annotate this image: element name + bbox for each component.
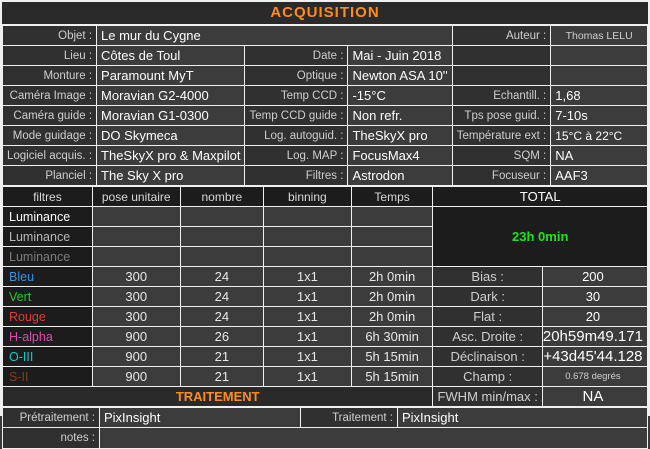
filter-name[interactable]: Luminance: [3, 227, 93, 247]
table-row: [3, 146, 648, 166]
temperature-ext-label: Température ext :: [452, 126, 550, 146]
filter-pose[interactable]: 900: [92, 367, 180, 387]
fwhm-value[interactable]: NA: [542, 387, 647, 407]
objet-label: Objet :: [3, 26, 97, 46]
traitement-title: TRAITEMENT: [3, 387, 433, 407]
echantillonnage-label: Echantill. :: [452, 86, 550, 106]
filter-temps[interactable]: [351, 227, 433, 247]
filter-temps[interactable]: 2h 0min: [351, 287, 433, 307]
filter-temps[interactable]: [351, 247, 433, 267]
table-row: [3, 347, 648, 367]
table-row: [3, 86, 648, 106]
table-row: [3, 408, 648, 428]
focuseur-label: Focuseur :: [452, 166, 550, 186]
column-header-nombre: nombre: [180, 187, 263, 207]
filters-table: [2, 186, 648, 407]
planciel-label: Planciel :: [3, 166, 97, 186]
filter-pose[interactable]: 300: [92, 307, 180, 327]
filter-nombre[interactable]: 24: [180, 307, 263, 327]
mode-guidage-value[interactable]: DO Skymeca: [97, 126, 245, 146]
focuseur-value[interactable]: AAF3: [551, 166, 648, 186]
filter-pose[interactable]: 900: [92, 347, 180, 367]
filtres-label: Filtres :: [245, 166, 348, 186]
filter-temps[interactable]: 2h 0min: [351, 267, 433, 287]
table-row: [3, 287, 648, 307]
table-row: [3, 367, 648, 387]
filter-nombre[interactable]: 24: [180, 267, 263, 287]
filter-binning[interactable]: [263, 227, 351, 247]
filter-name[interactable]: Luminance: [3, 207, 93, 227]
filter-temps[interactable]: [351, 207, 433, 227]
filter-nombre[interactable]: 21: [180, 347, 263, 367]
filter-nombre[interactable]: [180, 207, 263, 227]
auteur-value[interactable]: Thomas LELU: [551, 26, 648, 46]
declinaison-label: Déclinaison :: [433, 347, 542, 367]
optique-label: Optique :: [245, 66, 348, 86]
filter-nombre[interactable]: [180, 247, 263, 267]
log-autoguid-label: Log. autoguid. :: [245, 126, 348, 146]
logiciel-acquis-value[interactable]: TheSkyX pro & Maxpilot: [97, 146, 245, 166]
bias-label: Bias :: [433, 267, 542, 287]
notes-label: notes :: [3, 428, 100, 449]
lieu-value[interactable]: Côtes de Toul: [97, 46, 245, 66]
table-header-row: [3, 187, 648, 207]
camera-image-label: Caméra Image :: [3, 86, 97, 106]
lieu-label: Lieu :: [3, 46, 97, 66]
auteur-spacer-label: [452, 46, 550, 66]
table-row: [3, 387, 648, 407]
filter-pose[interactable]: 300: [92, 287, 180, 307]
temp-ccd-label: Temp CCD :: [245, 86, 348, 106]
filter-name[interactable]: Bleu: [3, 267, 93, 287]
filter-name[interactable]: Luminance: [3, 247, 93, 267]
date-label: Date :: [245, 46, 348, 66]
filter-name[interactable]: O-III: [3, 347, 93, 367]
filter-name[interactable]: S-II: [3, 367, 93, 387]
pretraitement-value[interactable]: PixInsight: [100, 408, 301, 428]
auteur-spacer-value: [551, 46, 648, 66]
filter-pose[interactable]: 300: [92, 267, 180, 287]
tps-pose-guid-label: Tps pose guid. :: [452, 106, 550, 126]
filter-name[interactable]: H-alpha: [3, 327, 93, 347]
tps-pose-guid-value[interactable]: 7-10s: [551, 106, 648, 126]
flat-value[interactable]: 20: [542, 307, 647, 327]
table-row: [3, 126, 648, 146]
temp-ccd-guide-label: Temp CCD guide :: [245, 106, 348, 126]
filter-nombre[interactable]: 26: [180, 327, 263, 347]
log-autoguid-value[interactable]: TheSkyX pro: [348, 126, 452, 146]
champ-value[interactable]: 0.678 degrés: [542, 367, 647, 387]
acquisition-info-table: [2, 25, 648, 186]
filter-nombre[interactable]: 24: [180, 287, 263, 307]
log-map-label: Log. MAP :: [245, 146, 348, 166]
filter-binning[interactable]: 1x1: [263, 347, 351, 367]
filter-nombre[interactable]: 21: [180, 367, 263, 387]
table-row: [3, 428, 648, 449]
asc-droite-value[interactable]: 20h59m49.171: [542, 327, 647, 347]
filtres-value[interactable]: Astrodon: [348, 166, 452, 186]
filter-binning[interactable]: 1x1: [263, 327, 351, 347]
table-row: [3, 106, 648, 126]
filter-nombre[interactable]: [180, 227, 263, 247]
camera-image-value[interactable]: Moravian G2-4000: [97, 86, 245, 106]
sqm-value[interactable]: NA: [551, 146, 648, 166]
total-header: TOTAL: [433, 187, 648, 207]
table-row: [3, 66, 648, 86]
monture-label: Monture :: [3, 66, 97, 86]
column-header-binning: binning: [263, 187, 351, 207]
logiciel-acquis-label: Logiciel acquis. :: [3, 146, 97, 166]
table-row: [3, 267, 648, 287]
filter-pose[interactable]: [92, 207, 180, 227]
table-row: [3, 307, 648, 327]
objet-value[interactable]: Le mur du Cygne: [97, 26, 453, 46]
table-row: [3, 207, 648, 227]
pretraitement-label: Prétraitement :: [3, 408, 100, 428]
column-header-pose-unitaire: pose unitaire: [92, 187, 180, 207]
dark-value[interactable]: 30: [542, 287, 647, 307]
notes-value[interactable]: [100, 428, 648, 449]
filter-pose[interactable]: 900: [92, 327, 180, 347]
total-value: 23h 0min: [433, 207, 648, 267]
traitement-label: Traitement :: [301, 408, 398, 428]
flat-label: Flat :: [433, 307, 542, 327]
table-row: [3, 26, 648, 46]
monture-value[interactable]: Paramount MyT: [97, 66, 245, 86]
camera-guide-value[interactable]: Moravian G1-0300: [97, 106, 245, 126]
temperature-ext-value[interactable]: 15°C à 22°C: [551, 126, 648, 146]
table-row: [3, 46, 648, 66]
filter-temps[interactable]: 2h 0min: [351, 307, 433, 327]
bias-value[interactable]: 200: [542, 267, 647, 287]
table-row: [3, 327, 648, 347]
date-value[interactable]: Mai - Juin 2018: [348, 46, 452, 66]
camera-guide-label: Caméra guide :: [3, 106, 97, 126]
table-row: [3, 166, 648, 186]
page-title: ACQUISITION: [2, 2, 648, 25]
asc-droite-label: Asc. Droite :: [433, 327, 542, 347]
filter-temps[interactable]: 5h 15min: [351, 347, 433, 367]
dark-label: Dark :: [433, 287, 542, 307]
filter-binning[interactable]: 1x1: [263, 267, 351, 287]
spacer-label-1: [452, 66, 550, 86]
echantillonnage-value[interactable]: 1,68: [551, 86, 648, 106]
filter-name[interactable]: Rouge: [3, 307, 93, 327]
auteur-label: Auteur :: [452, 26, 550, 46]
filter-binning[interactable]: [263, 247, 351, 267]
filter-binning[interactable]: 1x1: [263, 287, 351, 307]
spacer-value-1: [551, 66, 648, 86]
column-header-temps: Temps: [351, 187, 433, 207]
filter-binning[interactable]: [263, 207, 351, 227]
filter-binning[interactable]: 1x1: [263, 367, 351, 387]
champ-label: Champ :: [433, 367, 542, 387]
traitement-value[interactable]: PixInsight: [398, 408, 648, 428]
log-map-value[interactable]: FocusMax4: [348, 146, 452, 166]
temp-ccd-guide-value[interactable]: Non refr.: [348, 106, 452, 126]
mode-guidage-label: Mode guidage :: [3, 126, 97, 146]
filter-name[interactable]: Vert: [3, 287, 93, 307]
planciel-value[interactable]: The Sky X pro: [97, 166, 245, 186]
filter-binning[interactable]: 1x1: [263, 307, 351, 327]
temp-ccd-value[interactable]: -15°C: [348, 86, 452, 106]
fwhm-label: FWHM min/max :: [433, 387, 542, 407]
filter-pose[interactable]: [92, 247, 180, 267]
traitement-table: [2, 407, 648, 449]
column-header-filtres: filtres: [3, 187, 93, 207]
optique-value[interactable]: Newton ASA 10'': [348, 66, 452, 86]
filter-temps[interactable]: 6h 30min: [351, 327, 433, 347]
filter-pose[interactable]: [92, 227, 180, 247]
sqm-label: SQM :: [452, 146, 550, 166]
declinaison-value[interactable]: +43d45'44.128: [542, 347, 647, 367]
filter-temps[interactable]: 5h 15min: [351, 367, 433, 387]
